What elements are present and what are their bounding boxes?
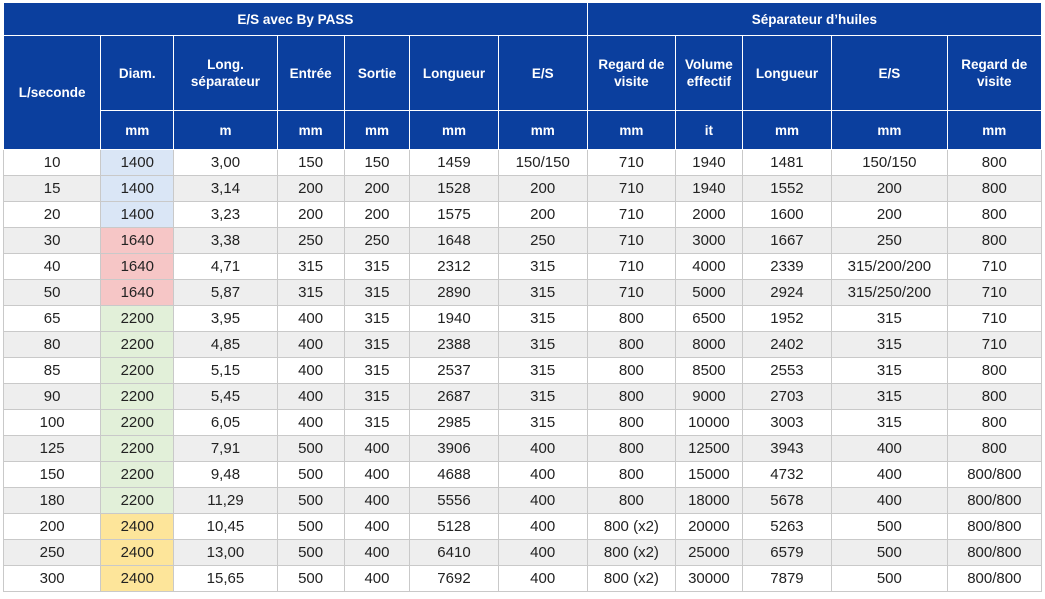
unit-longueur-bypass: mm (410, 111, 498, 150)
cell-sortie: 400 (344, 462, 410, 488)
cell-diam: 2200 (101, 462, 174, 488)
table-row (4, 176, 1042, 202)
cell-longueur-separateur: 6579 (742, 540, 831, 566)
table-row (4, 280, 1042, 306)
cell-es-bypass: 315 (498, 280, 587, 306)
cell-es-separateur: 150/150 (832, 150, 948, 176)
group-header-separateur: Séparateur d’huiles (587, 3, 1041, 36)
cell-entree: 200 (277, 202, 344, 228)
cell-es-bypass: 315 (498, 384, 587, 410)
cell-long-sep: 7,91 (174, 436, 277, 462)
unit-diam: mm (101, 111, 174, 150)
cell-es-separateur: 315 (832, 410, 948, 436)
table-row (4, 384, 1042, 410)
cell-long-sep: 13,00 (174, 540, 277, 566)
cell-lsec: 300 (4, 566, 101, 592)
cell-longueur-bypass: 2312 (410, 254, 498, 280)
cell-lsec: 85 (4, 358, 101, 384)
cell-es-bypass: 400 (498, 540, 587, 566)
cell-long-sep: 3,14 (174, 176, 277, 202)
cell-entree: 500 (277, 462, 344, 488)
header-volume: Volume effectif (675, 36, 742, 111)
cell-es-bypass: 400 (498, 488, 587, 514)
cell-regard-bypass: 800 (x2) (587, 540, 675, 566)
cell-es-separateur: 500 (832, 566, 948, 592)
table-row (4, 332, 1042, 358)
cell-volume: 30000 (675, 566, 742, 592)
cell-longueur-separateur: 1552 (742, 176, 831, 202)
cell-entree: 250 (277, 228, 344, 254)
cell-es-bypass: 400 (498, 436, 587, 462)
cell-entree: 500 (277, 488, 344, 514)
cell-regard-separateur: 800 (947, 436, 1041, 462)
cell-regard-separateur: 800 (947, 384, 1041, 410)
cell-diam: 1400 (101, 150, 174, 176)
cell-long-sep: 11,29 (174, 488, 277, 514)
cell-entree: 500 (277, 566, 344, 592)
cell-lsec: 15 (4, 176, 101, 202)
cell-regard-separateur: 710 (947, 332, 1041, 358)
cell-longueur-bypass: 1459 (410, 150, 498, 176)
cell-longueur-separateur: 1952 (742, 306, 831, 332)
cell-long-sep: 5,87 (174, 280, 277, 306)
cell-entree: 150 (277, 150, 344, 176)
cell-regard-separateur: 800 (947, 358, 1041, 384)
cell-diam: 1400 (101, 202, 174, 228)
cell-long-sep: 3,23 (174, 202, 277, 228)
cell-lsec: 10 (4, 150, 101, 176)
cell-es-separateur: 400 (832, 436, 948, 462)
cell-es-bypass: 150/150 (498, 150, 587, 176)
table-row (4, 436, 1042, 462)
cell-es-separateur: 500 (832, 540, 948, 566)
cell-es-separateur: 250 (832, 228, 948, 254)
table-body (4, 150, 1042, 592)
cell-sortie: 400 (344, 488, 410, 514)
cell-regard-bypass: 800 (587, 306, 675, 332)
cell-long-sep: 4,85 (174, 332, 277, 358)
cell-longueur-bypass: 6410 (410, 540, 498, 566)
cell-es-separateur: 315/250/200 (832, 280, 948, 306)
cell-entree: 500 (277, 514, 344, 540)
cell-long-sep: 4,71 (174, 254, 277, 280)
cell-longueur-bypass: 2890 (410, 280, 498, 306)
cell-entree: 400 (277, 410, 344, 436)
cell-entree: 500 (277, 540, 344, 566)
table-row (4, 410, 1042, 436)
cell-sortie: 400 (344, 566, 410, 592)
cell-longueur-bypass: 2687 (410, 384, 498, 410)
unit-es-bypass: mm (498, 111, 587, 150)
cell-long-sep: 3,00 (174, 150, 277, 176)
header-regard-separateur: Regard de visite (947, 36, 1041, 111)
cell-es-bypass: 400 (498, 566, 587, 592)
cell-longueur-separateur: 1667 (742, 228, 831, 254)
cell-long-sep: 6,05 (174, 410, 277, 436)
cell-diam: 2200 (101, 436, 174, 462)
cell-regard-bypass: 800 (587, 462, 675, 488)
cell-longueur-bypass: 5128 (410, 514, 498, 540)
cell-regard-separateur: 800/800 (947, 462, 1041, 488)
cell-es-bypass: 315 (498, 358, 587, 384)
table-row (4, 358, 1042, 384)
cell-sortie: 315 (344, 280, 410, 306)
cell-diam: 2200 (101, 358, 174, 384)
cell-longueur-separateur: 3943 (742, 436, 831, 462)
cell-long-sep: 9,48 (174, 462, 277, 488)
cell-lsec: 20 (4, 202, 101, 228)
cell-volume: 15000 (675, 462, 742, 488)
cell-entree: 500 (277, 436, 344, 462)
cell-diam: 2200 (101, 384, 174, 410)
cell-sortie: 315 (344, 384, 410, 410)
unit-regard-separateur: mm (947, 111, 1041, 150)
cell-entree: 200 (277, 176, 344, 202)
cell-diam: 2200 (101, 488, 174, 514)
cell-es-bypass: 400 (498, 462, 587, 488)
cell-es-separateur: 400 (832, 488, 948, 514)
cell-lsec: 250 (4, 540, 101, 566)
cell-es-bypass: 200 (498, 202, 587, 228)
cell-regard-separateur: 710 (947, 280, 1041, 306)
cell-lsec: 200 (4, 514, 101, 540)
cell-regard-separateur: 710 (947, 254, 1041, 280)
cell-longueur-separateur: 5263 (742, 514, 831, 540)
cell-regard-bypass: 800 (587, 410, 675, 436)
cell-es-separateur: 315 (832, 332, 948, 358)
cell-longueur-separateur: 2703 (742, 384, 831, 410)
cell-entree: 400 (277, 358, 344, 384)
cell-volume: 8000 (675, 332, 742, 358)
cell-long-sep: 5,15 (174, 358, 277, 384)
cell-volume: 2000 (675, 202, 742, 228)
cell-volume: 6500 (675, 306, 742, 332)
cell-regard-separateur: 800 (947, 176, 1041, 202)
table-row (4, 462, 1042, 488)
table-row (4, 514, 1042, 540)
header-es-bypass: E/S (498, 36, 587, 111)
cell-sortie: 400 (344, 436, 410, 462)
cell-es-bypass: 400 (498, 514, 587, 540)
cell-longueur-separateur: 3003 (742, 410, 831, 436)
unit-sortie: mm (344, 111, 410, 150)
table-row (4, 540, 1042, 566)
cell-long-sep: 15,65 (174, 566, 277, 592)
cell-regard-separateur: 800/800 (947, 488, 1041, 514)
cell-sortie: 315 (344, 358, 410, 384)
cell-longueur-bypass: 2985 (410, 410, 498, 436)
unit-es-separateur: mm (832, 111, 948, 150)
cell-diam: 1400 (101, 176, 174, 202)
cell-es-separateur: 200 (832, 176, 948, 202)
cell-volume: 3000 (675, 228, 742, 254)
cell-lsec: 150 (4, 462, 101, 488)
cell-regard-bypass: 800 (587, 332, 675, 358)
cell-regard-separateur: 800/800 (947, 566, 1041, 592)
cell-entree: 315 (277, 280, 344, 306)
cell-longueur-separateur: 2402 (742, 332, 831, 358)
cell-lsec: 40 (4, 254, 101, 280)
cell-regard-separateur: 800/800 (947, 514, 1041, 540)
cell-entree: 400 (277, 384, 344, 410)
cell-regard-bypass: 800 (587, 488, 675, 514)
cell-sortie: 400 (344, 514, 410, 540)
header-long-sep: Long. séparateur (174, 36, 277, 111)
cell-longueur-separateur: 2339 (742, 254, 831, 280)
cell-es-separateur: 400 (832, 462, 948, 488)
header-lsec: L/seconde (4, 36, 101, 150)
cell-longueur-separateur: 1600 (742, 202, 831, 228)
cell-volume: 12500 (675, 436, 742, 462)
cell-sortie: 150 (344, 150, 410, 176)
cell-volume: 4000 (675, 254, 742, 280)
cell-diam: 1640 (101, 254, 174, 280)
cell-lsec: 100 (4, 410, 101, 436)
cell-es-bypass: 315 (498, 254, 587, 280)
cell-regard-separateur: 800 (947, 202, 1041, 228)
cell-longueur-bypass: 1648 (410, 228, 498, 254)
cell-sortie: 315 (344, 254, 410, 280)
cell-lsec: 125 (4, 436, 101, 462)
cell-longueur-separateur: 2553 (742, 358, 831, 384)
table-row (4, 150, 1042, 176)
cell-entree: 400 (277, 306, 344, 332)
group-header-bypass: E/S avec By PASS (4, 3, 588, 36)
cell-regard-bypass: 800 (587, 384, 675, 410)
cell-regard-bypass: 800 (x2) (587, 566, 675, 592)
cell-volume: 9000 (675, 384, 742, 410)
cell-volume: 5000 (675, 280, 742, 306)
cell-longueur-bypass: 1575 (410, 202, 498, 228)
cell-longueur-separateur: 5678 (742, 488, 831, 514)
cell-entree: 315 (277, 254, 344, 280)
unit-header-row (4, 111, 1042, 150)
cell-diam: 2400 (101, 540, 174, 566)
cell-regard-bypass: 800 (x2) (587, 514, 675, 540)
cell-diam: 1640 (101, 228, 174, 254)
cell-volume: 10000 (675, 410, 742, 436)
cell-sortie: 315 (344, 306, 410, 332)
cell-volume: 1940 (675, 176, 742, 202)
cell-es-separateur: 315/200/200 (832, 254, 948, 280)
header-es-separateur: E/S (832, 36, 948, 111)
cell-sortie: 400 (344, 540, 410, 566)
cell-regard-bypass: 800 (587, 358, 675, 384)
specifications-table (3, 2, 1042, 592)
group-header-row (4, 3, 1042, 36)
cell-es-separateur: 315 (832, 306, 948, 332)
table-row (4, 202, 1042, 228)
cell-regard-separateur: 710 (947, 306, 1041, 332)
cell-regard-bypass: 800 (587, 436, 675, 462)
cell-longueur-separateur: 7879 (742, 566, 831, 592)
cell-longueur-bypass: 1528 (410, 176, 498, 202)
cell-regard-separateur: 800 (947, 228, 1041, 254)
cell-longueur-bypass: 2388 (410, 332, 498, 358)
header-longueur-separateur: Longueur (742, 36, 831, 111)
cell-sortie: 315 (344, 410, 410, 436)
cell-es-bypass: 315 (498, 332, 587, 358)
cell-volume: 20000 (675, 514, 742, 540)
cell-regard-bypass: 710 (587, 150, 675, 176)
cell-lsec: 30 (4, 228, 101, 254)
cell-regard-separateur: 800 (947, 410, 1041, 436)
cell-longueur-bypass: 1940 (410, 306, 498, 332)
cell-longueur-separateur: 4732 (742, 462, 831, 488)
cell-longueur-bypass: 4688 (410, 462, 498, 488)
header-longueur-bypass: Longueur (410, 36, 498, 111)
cell-regard-bypass: 710 (587, 202, 675, 228)
cell-es-bypass: 250 (498, 228, 587, 254)
cell-entree: 400 (277, 332, 344, 358)
cell-volume: 25000 (675, 540, 742, 566)
header-entree: Entrée (277, 36, 344, 111)
unit-long-sep: m (174, 111, 277, 150)
cell-longueur-bypass: 5556 (410, 488, 498, 514)
header-sortie: Sortie (344, 36, 410, 111)
cell-lsec: 65 (4, 306, 101, 332)
cell-es-separateur: 500 (832, 514, 948, 540)
cell-long-sep: 3,38 (174, 228, 277, 254)
cell-regard-bypass: 710 (587, 280, 675, 306)
cell-diam: 2200 (101, 410, 174, 436)
cell-volume: 1940 (675, 150, 742, 176)
unit-longueur-separateur: mm (742, 111, 831, 150)
cell-lsec: 90 (4, 384, 101, 410)
cell-lsec: 80 (4, 332, 101, 358)
cell-longueur-separateur: 1481 (742, 150, 831, 176)
table-row (4, 228, 1042, 254)
table-row (4, 566, 1042, 592)
table-row (4, 488, 1042, 514)
cell-volume: 18000 (675, 488, 742, 514)
cell-es-bypass: 315 (498, 306, 587, 332)
cell-longueur-separateur: 2924 (742, 280, 831, 306)
cell-longueur-bypass: 7692 (410, 566, 498, 592)
cell-sortie: 315 (344, 332, 410, 358)
cell-regard-bypass: 710 (587, 176, 675, 202)
cell-es-separateur: 200 (832, 202, 948, 228)
cell-longueur-bypass: 3906 (410, 436, 498, 462)
cell-lsec: 50 (4, 280, 101, 306)
cell-es-bypass: 315 (498, 410, 587, 436)
column-header-row (4, 36, 1042, 111)
cell-regard-separateur: 800/800 (947, 540, 1041, 566)
cell-longueur-bypass: 2537 (410, 358, 498, 384)
cell-es-bypass: 200 (498, 176, 587, 202)
cell-regard-separateur: 800 (947, 150, 1041, 176)
cell-diam: 1640 (101, 280, 174, 306)
cell-es-separateur: 315 (832, 384, 948, 410)
table-row (4, 254, 1042, 280)
cell-sortie: 250 (344, 228, 410, 254)
unit-entree: mm (277, 111, 344, 150)
cell-sortie: 200 (344, 202, 410, 228)
cell-long-sep: 5,45 (174, 384, 277, 410)
cell-lsec: 180 (4, 488, 101, 514)
header-diam: Diam. (101, 36, 174, 111)
cell-diam: 2400 (101, 566, 174, 592)
cell-long-sep: 10,45 (174, 514, 277, 540)
cell-regard-bypass: 710 (587, 228, 675, 254)
cell-volume: 8500 (675, 358, 742, 384)
cell-long-sep: 3,95 (174, 306, 277, 332)
unit-regard-bypass: mm (587, 111, 675, 150)
cell-sortie: 200 (344, 176, 410, 202)
cell-diam: 2200 (101, 332, 174, 358)
cell-diam: 2200 (101, 306, 174, 332)
cell-es-separateur: 315 (832, 358, 948, 384)
header-regard-bypass: Regard de visite (587, 36, 675, 111)
table-row (4, 306, 1042, 332)
cell-regard-bypass: 710 (587, 254, 675, 280)
cell-diam: 2400 (101, 514, 174, 540)
unit-volume: it (675, 111, 742, 150)
